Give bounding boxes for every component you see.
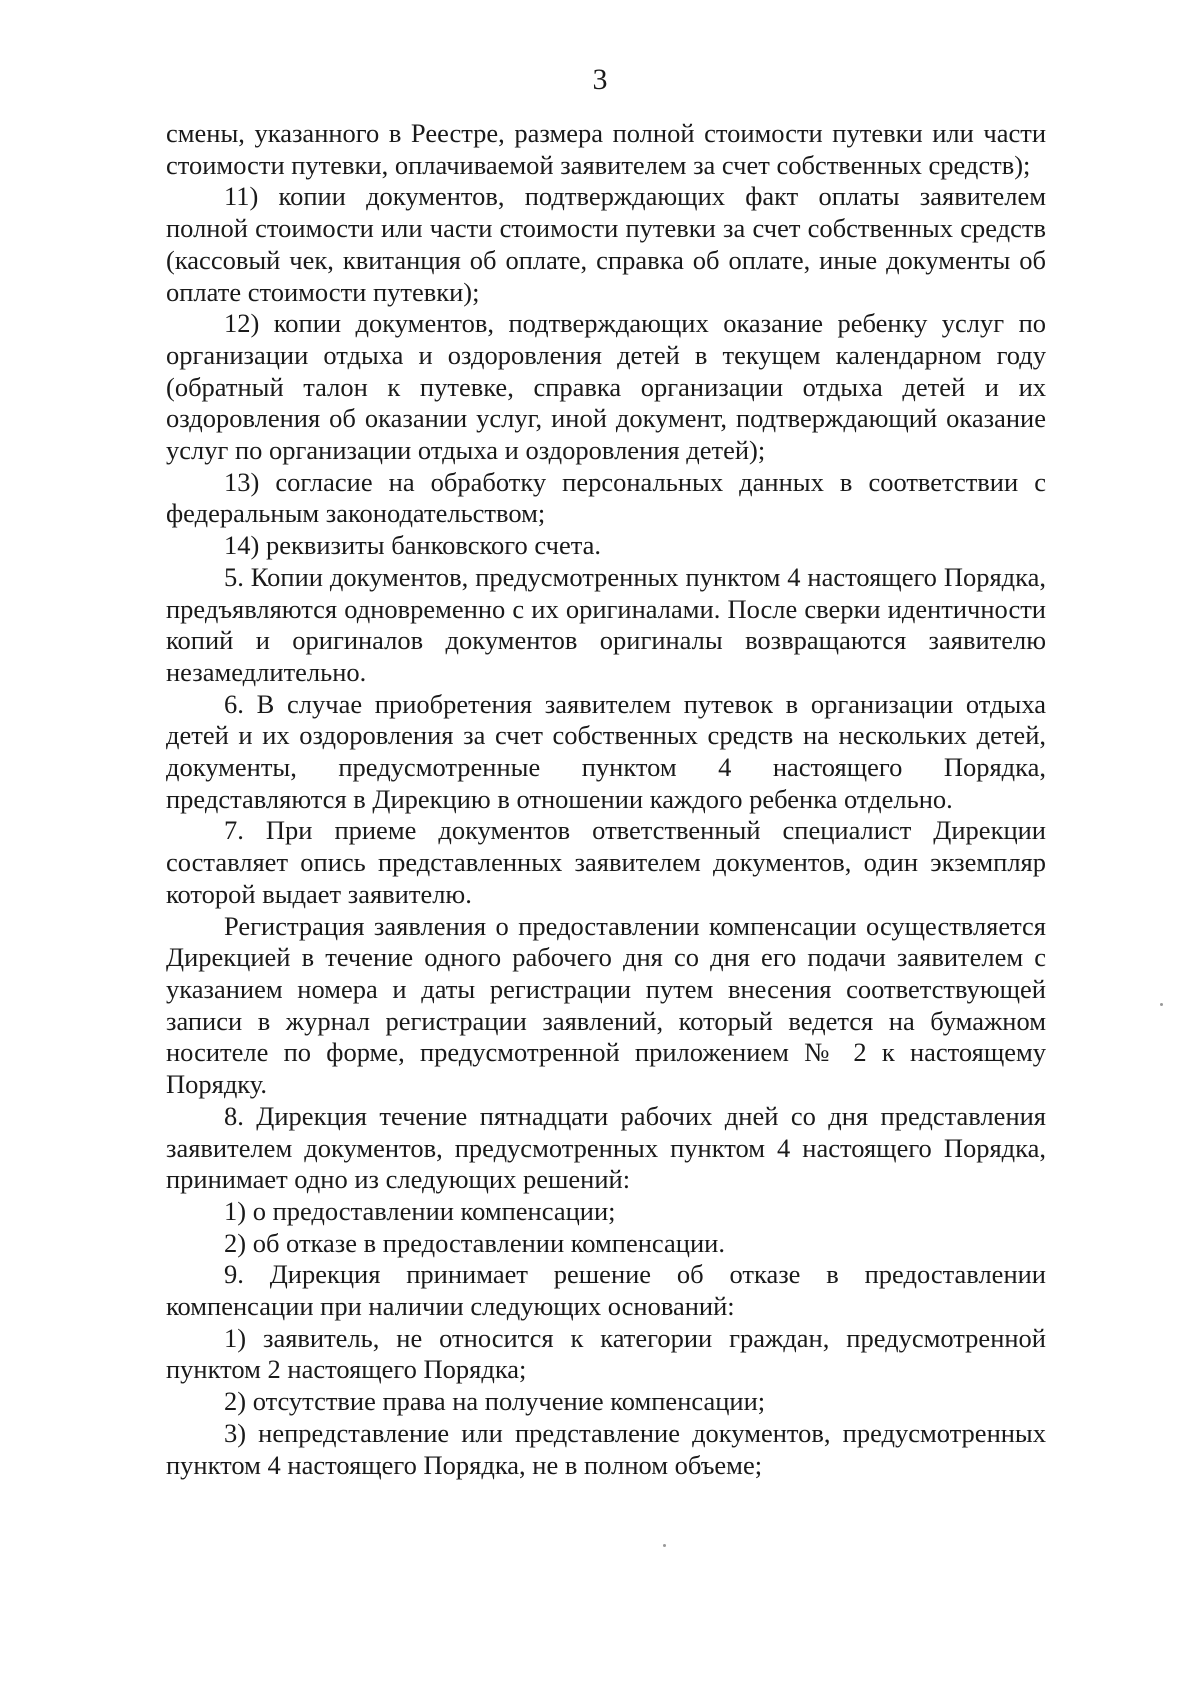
list-item: 14) реквизиты банковского счета. — [224, 530, 601, 561]
list-item: 1) заявитель, не относится к категории граждан, предусмотренной пунктом 2 настоящего Порядка; — [166, 1322, 1046, 1385]
document-body — [166, 118, 1046, 1481]
list-item: 1) о предоставлении компенсации; — [224, 1195, 616, 1226]
paragraph: 6. В случае приобретения заявителем путевок в организации отдыха детей и их оздоровления за счет собственных средств на нескольких детей, документы, предусмотренные пунктом 4 настоящего Порядка, представляются в Дирекцию в отношении каждого ребенка отдельно. — [166, 688, 1046, 814]
list-item: 3) непредставление или представление документов, предусмотренных пунктом 4 настоящего Порядка, не в полном объеме; — [166, 1417, 1046, 1480]
list-item: 2) об отказе в предоставлении компенсации. — [224, 1227, 725, 1258]
list-item: 12) копии документов, подтверждающих оказание ребенку услуг по организации отдыха и оздоровления детей в текущем календарном году (обратный талон к путевке, справка организации отдыха детей и их оздоровления об оказании услуг, иной документ, подтверждающий оказание услуг по организации отдыха и оздоровления детей); — [166, 308, 1046, 466]
page-number: 3 — [592, 63, 608, 96]
paragraph: 9. Дирекция принимает решение об отказе в предоставлении компенсации при наличии следующих оснований: — [166, 1259, 1046, 1322]
list-item: 2) отсутствие права на получение компенсации; — [224, 1386, 766, 1417]
scan-speck — [663, 1544, 666, 1547]
paragraph: 5. Копии документов, предусмотренных пунктом 4 настоящего Порядка, предъявляются одновременно с их оригиналами. После сверки идентичности копий и оригиналов документов оригиналы возвращаются заявителю незамедлительно. — [166, 561, 1046, 687]
paragraph: смены, указанного в Реестре, размера полной стоимости путевки или части стоимости путевки, оплачиваемой заявителем за счет собственных средств); — [166, 118, 1046, 180]
paragraph: 7. При приеме документов ответственный специалист Дирекции составляет опись представленных заявителем документов, один экземпляр которой выдает заявителю. — [166, 815, 1046, 909]
list-item: 11) копии документов, подтверждающих факт оплаты заявителем полной стоимости или части стоимости путевки за счет собственных средств (кассовый чек, квитанция об оплате, справка об оплате, иные документы об оплате стоимости путевки); — [166, 181, 1046, 307]
paragraph: 8. Дирекция течение пятнадцати рабочих дней со дня представления заявителем документов, предусмотренных пунктом 4 настоящего Порядка, принимает одно из следующих решений: — [166, 1100, 1046, 1195]
scan-speck — [1160, 1003, 1163, 1006]
list-item: 13) согласие на обработку персональных данных в соответствии с федеральным законодательством; — [166, 466, 1046, 529]
paragraph: Регистрация заявления о предоставлении компенсации осуществляется Дирекцией в течение одного рабочего дня со дня его подачи заявителем с указанием номера и даты регистрации путем внесения соответствующей записи в журнал регистрации заявлений, который ведется на бумажном носителе по форме, предусмотренной приложением № 2 к настоящему Порядку. — [166, 910, 1046, 1100]
